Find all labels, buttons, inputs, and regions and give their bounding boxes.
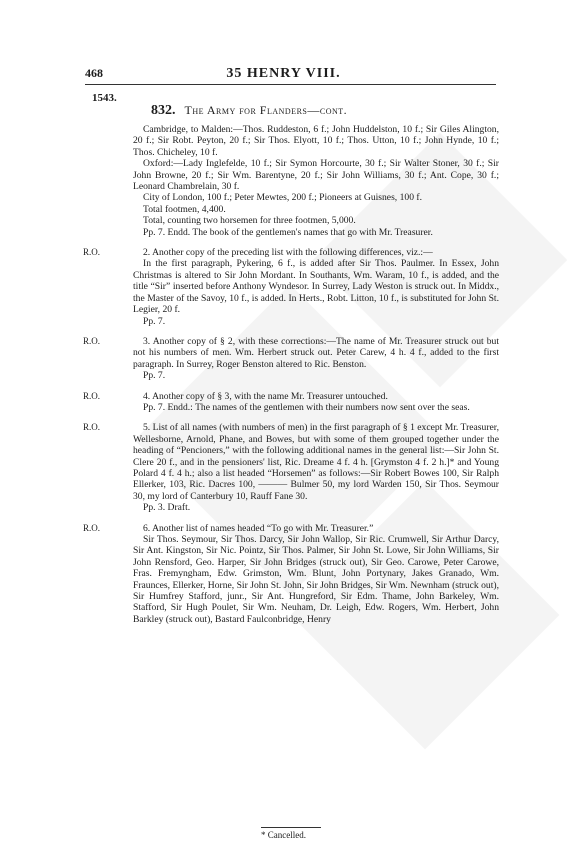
section-title: The Army for Flanders—cont. (184, 103, 348, 117)
paragraph: Total footmen, 4,400. (143, 203, 226, 215)
entry-extra: In the first paragraph, Pykering, 6 f., is added after Sir Thos. Paulmer. In Essex, John Christmas is altered to Sir John Mordant. In Southants, Wm. Waram, 10 f., is added, and the title “Sir” inserted before Anthony Wyndesor. In Surrey, Lady Weston is struck out. In Middx., the Master of the Savoy, 10 f., is added. In Herts., Robt. Litton, 10 f., is substituted for John St. Legier, 20 f. (133, 258, 499, 316)
entry-text: 2. Another copy of the preceding list with the following differences, viz.:— (143, 247, 433, 259)
document-note: Pp. 7. Endd. The book of the gentlemen's names that go with Mr. Treasurer. (143, 226, 433, 238)
paragraph: Oxford:—Lady Inglefelde, 10 f.; Sir Symon Horcourte, 30 f.; Sir Walter Stoner, 30 f.; Sir John Browne, 20 f.; Sir Wm. Barentyne, 20 f.; Sir John Williams, 30 f.; Ant. Cope, 30 f.; Leonard Chambrelain, 30 f. (133, 158, 499, 193)
page-header (0, 66, 567, 86)
entry-note: Pp. 7. (143, 315, 166, 327)
footnote: * Cancelled. (261, 830, 306, 840)
entry (83, 247, 499, 327)
paragraph: Cambridge, to Malden:—Thos. Ruddeston, 6 f.; John Huddelston, 10 f.; Sir Giles Alington, 20 f.; Sir Robt. Peyton, 20 f.; Sir Thos. Elyott, 10 f.; Thos. Utton, 10 f.; John Hynde, 10 f.; Thos. Chicheley, 10 f. (133, 124, 499, 158)
entry-note: Pp. 3. Draft. (143, 502, 191, 514)
entry (83, 422, 499, 514)
entry-text: 6. Another list of names headed “To go with Mr. Treasurer.” (143, 522, 374, 534)
year-margin: 1543. (92, 92, 117, 104)
footnote-rule (261, 827, 321, 828)
margin-source: R.O. (83, 422, 101, 433)
running-head: 35 HENRY VIII. (226, 66, 341, 81)
entry (83, 390, 499, 414)
entry-note: Pp. 7. Endd.: The names of the gentlemen with their numbers now sent over the seas. (143, 401, 470, 413)
entry-text: 3. Another copy of § 2, with these corrections:—The name of Mr. Treasurer struck out but not his numbers of men. Wm. Herbert struck out. Peter Carew, 4 h. 4 f., added to the first paragraph. In Surrey, Roger Benston altered to Ric. Benston. (133, 335, 499, 370)
entry-text: 4. Another copy of § 3, with the name Mr. Treasurer untouched. (143, 390, 388, 402)
header-rule (85, 84, 496, 85)
margin-source: R.O. (83, 390, 101, 401)
margin-source: R.O. (83, 335, 101, 346)
margin-source: R.O. (83, 247, 101, 258)
document-body (83, 124, 499, 625)
margin-source: R.O. (83, 522, 101, 533)
section-heading (151, 103, 347, 119)
section-number: 832. (151, 103, 176, 118)
paragraph: City of London, 100 f.; Peter Mewtes, 200 f.; Pioneers at Guisnes, 100 f. (143, 192, 422, 204)
paragraph: Total, counting two horsemen for three footmen, 5,000. (143, 215, 356, 227)
entry (83, 335, 499, 382)
entry (83, 522, 499, 626)
entry-extra: Sir Thos. Seymour, Sir Thos. Darcy, Sir John Wallop, Sir Ric. Crumwell, Sir Arthur Darcy, Sir Ant. Kingston, Sir Nic. Pointz, Sir Thos. Palmer, Sir John St. Lowe, Sir John Williams, Sir John Rensford, Geo. Harper, Sir John Bridges (struck out), Sir Geo. Carowe, Peter Carowe, Fras. Fremyngham, Edw. Grimston, Wm. Blunt, John Portynary, Jakes Granado, Wm. Fraunces, Ellerker, Horne, Sir John St. John, Sir John Bridges, Sir Wm. Newnham (struck out), Sir Humfrey Stafford, junr., Sir Ant. Hungreford, Sir Edm. Thame, John Barkeley, Wm. Stafford, Sir Hugh Poulet, Sir Wm. Neuham, Dr. Leigh, Edw. Rogers, Wm. Herbert, John Barkley (struck out), Bastard Faulconbridge, Henry (133, 534, 499, 625)
entry-text: 5. List of all names (with numbers of men) in the first paragraph of § 1 except Mr. Treasurer, Wellesborne, Arnold, Phane, and Bowes, but with some of them grouped together under the heading of “Pencioners,” with the following additional names in the general list:—Sir John St. Clere 20 f., and in the pensioners' list, Ric. Dreame 4 f. 4 h. [Grymston 4 f. 2 h.]* and Young Polard 4 f. 4 h.; also a list headed “Horsemen” as follows:—Sir Robert Bowes 100, Sir Ralph Ellerker, 103, Ric. Dacres 100, ——— Bulmer 50, my lord Warden 150, Sir Thos. Seymour 30, my lord of Canterbury 10, Rauff Fane 30. (133, 422, 499, 502)
page-number: 468 (85, 66, 103, 80)
entry-note: Pp. 7. (143, 370, 166, 382)
